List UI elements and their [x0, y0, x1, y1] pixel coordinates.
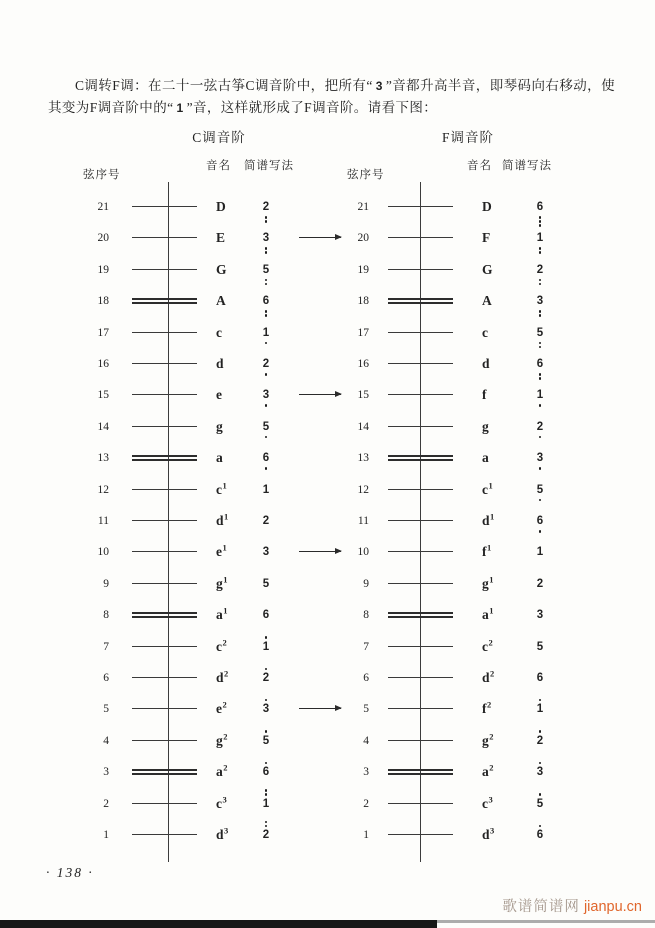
note-name: $d^3$ [216, 825, 229, 842]
notation-number: 5 [259, 263, 273, 278]
string-number: 5 [103, 703, 109, 716]
octave-dots [259, 436, 273, 439]
string-number: 17 [357, 326, 369, 339]
string-line [132, 583, 197, 584]
string-number: 1 [363, 829, 369, 841]
octave-dot [539, 283, 542, 286]
notation-number: 1 [259, 797, 273, 812]
notation-number: 2 [533, 263, 547, 278]
octave-dot [539, 220, 542, 223]
notation-number: 6 [259, 765, 273, 780]
note-name: $c^1$ [216, 480, 228, 497]
string-line [132, 394, 197, 395]
column-header-note-name-c: 音名 [206, 160, 231, 172]
note-name: d [482, 356, 491, 371]
octave-dot [539, 699, 542, 702]
octave-superscript: 3 [222, 794, 228, 805]
octave-dots [533, 730, 547, 733]
string-line [132, 489, 197, 490]
note-name: $a^2$ [482, 762, 494, 780]
string-number: 20 [357, 232, 369, 245]
note-name: f [482, 387, 487, 403]
octave-superscript: 1 [489, 605, 494, 616]
octave-superscript: 1 [488, 480, 494, 491]
octave-dot [265, 373, 268, 376]
octave-dots [533, 467, 547, 470]
column-header-note-name-f: 音名 [467, 160, 492, 172]
octave-dot [265, 467, 268, 470]
string-line-thick [132, 612, 197, 618]
string-line [132, 677, 197, 678]
string-line [388, 803, 453, 804]
string-number: 1 [103, 829, 109, 841]
string-line [388, 489, 453, 490]
notation-number: 5 [259, 420, 273, 435]
notation-number: 2 [533, 734, 547, 749]
column-header-string-number-f: 弦序号 [347, 169, 385, 181]
string-number: 13 [97, 452, 109, 465]
octave-dot [265, 310, 268, 313]
note-name: a [482, 450, 490, 466]
notation-number: 6 [533, 828, 547, 843]
notation-number: 5 [262, 577, 270, 590]
note-name: $a^1$ [482, 605, 494, 623]
f-scale-title: F调音阶 [441, 130, 494, 145]
note-name: c [482, 324, 489, 340]
octave-dots [259, 404, 273, 407]
notation-number: 6 [533, 514, 547, 529]
string-number: 19 [97, 263, 109, 276]
f-diagram-string-axis [420, 182, 421, 862]
string-line [388, 551, 453, 552]
notation-number: 2 [259, 200, 273, 215]
string-number: 16 [97, 358, 109, 370]
octave-dot [265, 279, 268, 282]
octave-dot [539, 436, 542, 439]
string-number: 12 [97, 483, 109, 496]
note-name: $e^2$ [216, 699, 228, 717]
note-name: $d^3$ [482, 825, 495, 842]
octave-dots [533, 825, 547, 828]
octave-dots [259, 821, 273, 828]
octave-superscript: 1 [223, 574, 228, 585]
note-name: c [216, 324, 223, 340]
octave-dot [265, 699, 268, 702]
notation-number: 6 [262, 609, 270, 622]
string-line-thick [132, 769, 197, 775]
octave-dot [265, 825, 268, 828]
octave-superscript: 3 [488, 794, 494, 805]
octave-superscript: 1 [222, 542, 228, 553]
octave-superscript: 2 [489, 731, 494, 742]
notation-number: 3 [533, 451, 547, 466]
octave-superscript: 3 [224, 825, 229, 836]
octave-dots [259, 699, 273, 702]
paragraph-text: C调转F调：在二十一弦古筝C调音阶中，把所有“ [75, 77, 373, 93]
octave-dots [259, 636, 273, 639]
octave-dot [539, 314, 542, 317]
notation-number: 3 [262, 546, 270, 559]
octave-dot [265, 793, 268, 796]
string-line [132, 803, 197, 804]
octave-superscript: 2 [224, 668, 229, 679]
notation-number: 3 [533, 294, 547, 309]
octave-superscript: 2 [223, 731, 228, 742]
string-line [132, 646, 197, 647]
string-number: 10 [357, 546, 369, 559]
string-line [132, 206, 197, 207]
string-number: 19 [357, 263, 369, 276]
string-line [388, 206, 453, 207]
octave-superscript: 2 [223, 762, 228, 773]
notation-number: 3 [259, 388, 273, 403]
c-scale-title: C调音阶 [192, 130, 246, 145]
octave-dots [259, 730, 273, 733]
string-number: 6 [363, 672, 369, 684]
notation-number: 3 [536, 609, 544, 622]
string-number: 7 [103, 640, 109, 653]
octave-dots [533, 342, 547, 349]
string-number: 12 [357, 483, 369, 496]
note-name: A [482, 293, 493, 309]
octave-dot [539, 530, 542, 533]
string-number: 14 [97, 420, 109, 433]
note-name: G [216, 261, 228, 277]
octave-dot [539, 499, 542, 502]
octave-superscript: 3 [490, 825, 495, 836]
string-number: 10 [97, 546, 109, 559]
octave-dot [539, 251, 542, 254]
column-header-notation-c: 简谱写法 [244, 160, 294, 172]
note-name: e [216, 387, 223, 403]
notation-number: 6 [259, 294, 273, 309]
string-line [132, 332, 197, 333]
string-line [388, 332, 453, 333]
octave-dot [265, 668, 268, 671]
octave-superscript: 2 [222, 637, 228, 648]
string-number: 21 [357, 201, 369, 213]
intro-paragraph [48, 75, 615, 120]
note-name: F [482, 230, 491, 246]
octave-superscript: 1 [489, 574, 494, 585]
octave-superscript: 1 [223, 605, 228, 616]
octave-dot [539, 279, 542, 282]
watermark [502, 895, 642, 916]
octave-dot [265, 762, 268, 765]
string-line [132, 363, 197, 364]
octave-dots [533, 279, 547, 286]
notation-digit-3: 3 [375, 78, 383, 93]
string-number: 7 [363, 640, 369, 653]
octave-dot [539, 373, 542, 376]
string-line [388, 646, 453, 647]
string-line [132, 426, 197, 427]
string-number: 9 [103, 577, 109, 590]
note-name: $d^2$ [216, 668, 229, 685]
notation-number: 2 [259, 828, 273, 843]
scan-edge-dark-bar [0, 920, 437, 928]
transpose-arrow-icon [299, 237, 341, 238]
string-number: 20 [97, 232, 109, 245]
string-number: 5 [363, 703, 369, 716]
octave-dots [533, 499, 547, 502]
octave-dot [539, 224, 542, 227]
octave-dot [265, 404, 268, 407]
string-line-thick [388, 298, 453, 304]
note-name: $c^1$ [482, 480, 494, 497]
octave-dot [265, 821, 268, 824]
string-number: 3 [363, 766, 369, 779]
octave-dot [539, 762, 542, 765]
octave-dot [265, 251, 268, 254]
string-number: 2 [363, 797, 369, 810]
octave-superscript: 2 [489, 762, 494, 773]
octave-dot [539, 404, 542, 407]
notation-number: 5 [533, 326, 547, 341]
string-line [388, 426, 453, 427]
note-name: D [216, 199, 227, 214]
note-name: $g^2$ [482, 731, 494, 748]
notation-number: 2 [536, 577, 544, 590]
notation-number: 6 [536, 672, 544, 684]
notation-number: 5 [536, 640, 544, 653]
octave-dots [533, 310, 547, 317]
string-number: 18 [97, 295, 109, 308]
note-name: A [216, 293, 227, 309]
note-name: $f^1$ [482, 542, 492, 560]
string-line [132, 269, 197, 270]
octave-dots [533, 373, 547, 380]
note-name: a [216, 450, 224, 466]
string-number: 21 [97, 201, 109, 213]
string-line [388, 834, 453, 835]
octave-superscript: 1 [487, 542, 492, 553]
notation-number: 1 [533, 388, 547, 403]
string-number: 8 [103, 609, 109, 622]
octave-dot [539, 467, 542, 470]
string-number: 15 [97, 389, 109, 402]
octave-dot [265, 636, 268, 639]
string-line-thick [388, 455, 453, 461]
string-line [132, 740, 197, 741]
note-name: $c^2$ [482, 637, 494, 654]
string-number: 14 [357, 420, 369, 433]
notation-number: 5 [533, 797, 547, 812]
octave-superscript: 1 [222, 480, 228, 491]
string-number: 17 [97, 326, 109, 339]
octave-dots [259, 279, 273, 286]
note-name: $f^2$ [482, 699, 492, 717]
octave-dot [265, 436, 268, 439]
string-line [132, 834, 197, 835]
notation-number: 1 [533, 702, 547, 717]
watermark-site-name: 歌谱简谱网 [502, 899, 580, 915]
octave-dots [259, 668, 273, 671]
note-name: d [216, 356, 225, 371]
note-name: $d^1$ [482, 511, 495, 528]
octave-dots [259, 342, 273, 345]
string-number: 15 [357, 389, 369, 402]
note-name: $g^1$ [482, 574, 494, 591]
notation-number: 3 [533, 765, 547, 780]
notation-number: 3 [259, 231, 273, 246]
note-name: $c^3$ [482, 794, 494, 811]
octave-dot [265, 216, 268, 219]
octave-dot [265, 730, 268, 733]
string-number: 16 [357, 358, 369, 370]
string-line [388, 269, 453, 270]
column-header-notation-f: 简谱写法 [502, 160, 552, 172]
string-line-thick [132, 298, 197, 304]
notation-number: 2 [533, 420, 547, 435]
string-line [388, 708, 453, 709]
octave-dots [259, 789, 273, 796]
string-number: 9 [363, 577, 369, 590]
octave-dots [533, 530, 547, 533]
notation-number: 5 [259, 734, 273, 749]
octave-dot [265, 247, 268, 250]
octave-dot [539, 377, 542, 380]
note-name: $d^1$ [216, 511, 229, 528]
note-name: g [482, 418, 490, 434]
string-number: 8 [363, 609, 369, 622]
octave-dot [265, 220, 268, 223]
octave-dot [539, 793, 542, 796]
string-line [132, 551, 197, 552]
paragraph-text: ”音，这样就形成了F调音阶。请看下图： [186, 100, 438, 115]
string-line [388, 394, 453, 395]
octave-dot [539, 825, 542, 828]
octave-dot [539, 346, 542, 349]
note-name: $c^3$ [216, 794, 228, 811]
note-name: D [482, 199, 493, 214]
notation-number: 2 [262, 515, 270, 527]
octave-superscript: 2 [488, 637, 494, 648]
string-line [388, 740, 453, 741]
octave-dot [539, 342, 542, 345]
octave-dots [533, 404, 547, 407]
string-line [132, 708, 197, 709]
octave-dot [265, 789, 268, 792]
paragraph-text: ”音都升高半音，即琴码向右移动，使其变为F调音阶中的“ [48, 77, 615, 115]
note-name: g [216, 418, 224, 434]
octave-dots [259, 310, 273, 317]
c-diagram-string-axis [168, 182, 169, 862]
notation-digit-1: 1 [176, 101, 184, 115]
notation-number: 5 [533, 483, 547, 498]
notation-number: 2 [259, 357, 273, 372]
string-line [132, 520, 197, 521]
notation-number: 1 [536, 546, 544, 559]
octave-superscript: 1 [224, 511, 229, 522]
octave-dots [259, 373, 273, 376]
octave-dots [533, 793, 547, 796]
octave-dots [259, 467, 273, 470]
string-line [388, 363, 453, 364]
note-name: G [482, 261, 494, 277]
string-number: 6 [103, 672, 109, 684]
octave-dot [265, 314, 268, 317]
notation-number: 6 [259, 451, 273, 466]
octave-superscript: 2 [487, 699, 492, 710]
notation-number: 2 [259, 671, 273, 686]
note-name: $c^2$ [216, 637, 228, 654]
transpose-arrow-icon [299, 551, 341, 552]
string-line-thick [132, 455, 197, 461]
octave-dots [259, 762, 273, 765]
octave-superscript: 1 [490, 511, 495, 522]
string-line-thick [388, 769, 453, 775]
string-number: 13 [357, 452, 369, 465]
transpose-arrow-icon [299, 708, 341, 709]
notation-number: 6 [533, 200, 547, 215]
octave-dots [533, 699, 547, 702]
octave-dot [539, 247, 542, 250]
string-number: 18 [357, 295, 369, 308]
notation-number: 1 [262, 483, 270, 496]
octave-dots [533, 216, 547, 227]
octave-dots [533, 762, 547, 765]
page-number: · 138 · [46, 865, 94, 880]
note-name: $g^2$ [216, 731, 228, 748]
notation-number: 6 [533, 357, 547, 372]
string-number: 4 [363, 734, 369, 747]
string-number: 2 [103, 797, 109, 810]
note-name: $a^2$ [216, 762, 228, 780]
string-number: 11 [97, 515, 109, 527]
octave-superscript: 2 [490, 668, 495, 679]
octave-dot [265, 342, 268, 345]
octave-dot [265, 283, 268, 286]
note-name: $g^1$ [216, 574, 228, 591]
string-line [388, 583, 453, 584]
note-name: $d^2$ [482, 668, 495, 685]
watermark-url: jianpu.cn [583, 899, 642, 915]
column-header-string-number-c: 弦序号 [83, 169, 121, 181]
octave-dot [539, 730, 542, 733]
note-name: $e^1$ [216, 542, 228, 560]
octave-dot [539, 310, 542, 313]
string-number: 11 [357, 515, 369, 527]
string-line [388, 677, 453, 678]
string-line [388, 520, 453, 521]
octave-dots [259, 247, 273, 254]
string-line [132, 237, 197, 238]
string-line-thick [388, 612, 453, 618]
transpose-arrow-icon [299, 394, 341, 395]
string-number: 4 [103, 734, 109, 747]
note-name: E [216, 230, 226, 246]
string-number: 3 [103, 766, 109, 779]
note-name: $a^1$ [216, 605, 228, 623]
octave-dots [533, 436, 547, 439]
notation-number: 1 [259, 640, 273, 655]
notation-number: 3 [259, 702, 273, 717]
scan-edge-light-bar [437, 920, 655, 923]
string-line [388, 237, 453, 238]
octave-dot [539, 216, 542, 219]
octave-superscript: 2 [222, 699, 228, 710]
octave-dots [533, 247, 547, 254]
octave-dots [259, 216, 273, 223]
notation-number: 1 [533, 231, 547, 246]
notation-number: 1 [259, 326, 273, 341]
